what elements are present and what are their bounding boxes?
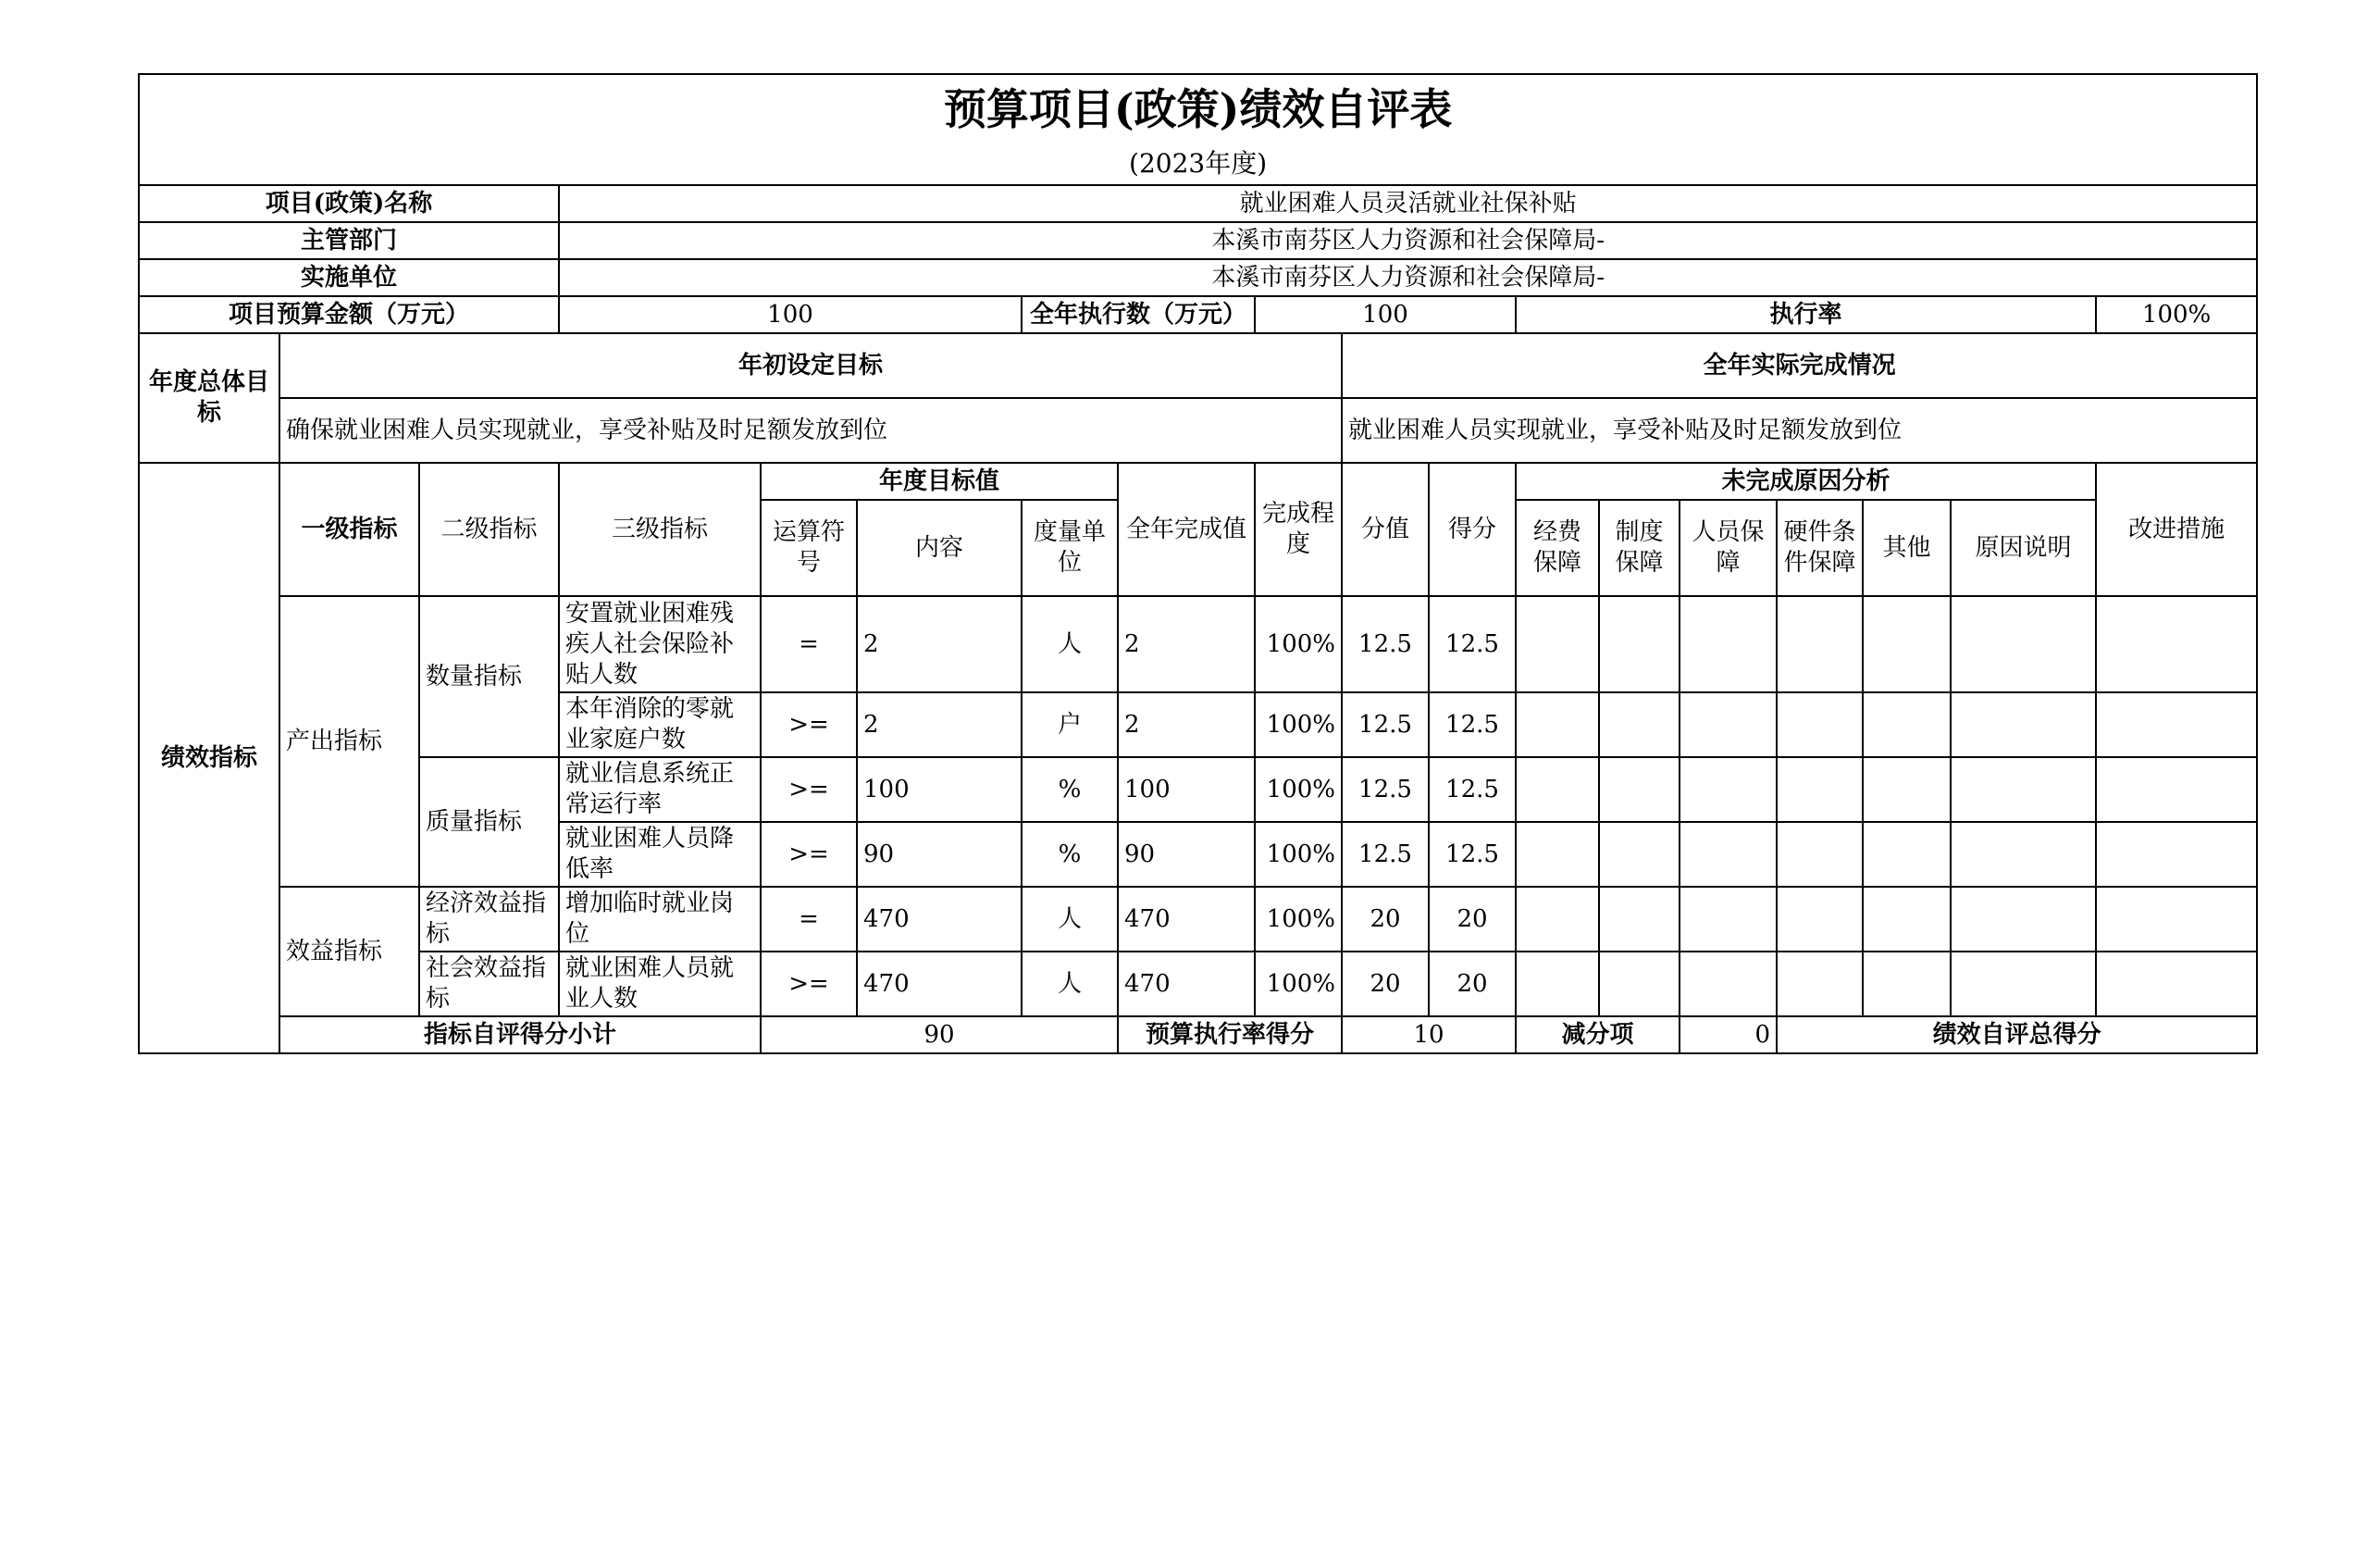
header-improve: 改进措施 [2096, 463, 2257, 596]
group-benefit: 效益指标 [279, 887, 419, 1016]
indicator-op: >= [761, 822, 857, 887]
goal-actual-header: 全年实际完成情况 [1342, 333, 2257, 398]
indicator-name: 就业困难人员降低率 [559, 822, 761, 887]
indicator-unit: 人 [1022, 596, 1118, 692]
group-social: 社会效益指标 [419, 952, 559, 1016]
deduct-value: 0 [1680, 1016, 1777, 1053]
goal-actual-text: 就业困难人员实现就业，享受补贴及时足额发放到位 [1342, 398, 2257, 463]
budget-score-label: 预算执行率得分 [1118, 1016, 1342, 1053]
header-r3: 人员保障 [1680, 500, 1777, 596]
table-row [139, 952, 2257, 1016]
header-level1: 一级指标 [279, 463, 419, 596]
indicator-op: >= [761, 952, 857, 1016]
indicator-degree: 100% [1255, 887, 1342, 952]
indicator-content: 2 [857, 596, 1022, 692]
indicator-name: 增加临时就业岗位 [559, 887, 761, 952]
indicator-score: 20 [1429, 887, 1516, 952]
header-level2: 二级指标 [419, 463, 559, 596]
indicator-name: 就业信息系统正常运行率 [559, 757, 761, 822]
deduct-label: 减分项 [1516, 1016, 1680, 1053]
indicator-degree: 100% [1255, 692, 1342, 757]
indicator-actual: 470 [1118, 952, 1255, 1016]
header-score: 得分 [1429, 463, 1516, 596]
group-quantity: 数量指标 [419, 596, 559, 757]
header-reason-group: 未完成原因分析 [1516, 463, 2096, 500]
table-row [139, 887, 2257, 952]
indicator-score: 12.5 [1429, 596, 1516, 692]
indicator-content: 470 [857, 887, 1022, 952]
indicator-degree: 100% [1255, 952, 1342, 1016]
indicator-value: 12.5 [1342, 692, 1429, 757]
exec-label: 全年执行数（万元） [1022, 296, 1255, 333]
annual-goal-label: 年度总体目标 [139, 333, 279, 463]
indicator-degree: 100% [1255, 596, 1342, 692]
budget-label: 项目预算金额（万元） [139, 296, 559, 333]
indicator-score: 12.5 [1429, 692, 1516, 757]
subtotal-label: 指标自评得分小计 [279, 1016, 761, 1053]
indicator-unit: % [1022, 822, 1118, 887]
indicator-content: 90 [857, 822, 1022, 887]
group-economic: 经济效益指标 [419, 887, 559, 952]
impl-value: 本溪市南芬区人力资源和社会保障局- [559, 259, 2257, 296]
indicator-value: 12.5 [1342, 822, 1429, 887]
header-degree: 完成程度 [1255, 463, 1342, 596]
impl-label: 实施单位 [139, 259, 559, 296]
indicator-actual: 2 [1118, 692, 1255, 757]
header-r2: 制度保障 [1599, 500, 1680, 596]
header-target-group: 年度目标值 [761, 463, 1118, 500]
rate-label: 执行率 [1516, 296, 2096, 333]
total-label: 绩效自评总得分 [1777, 1016, 2257, 1053]
header-r1: 经费保障 [1516, 500, 1599, 596]
indicator-actual: 470 [1118, 887, 1255, 952]
indicator-score: 12.5 [1429, 822, 1516, 887]
rate-value: 100% [2096, 296, 2257, 333]
table-row [139, 757, 2257, 822]
indicator-name: 安置就业困难残疾人社会保险补贴人数 [559, 596, 761, 692]
summary-row [139, 1016, 2257, 1053]
header-content: 内容 [857, 500, 1022, 596]
header-unit: 度量单位 [1022, 500, 1118, 596]
table-row [139, 596, 2257, 692]
indicator-op: >= [761, 692, 857, 757]
indicator-unit: % [1022, 757, 1118, 822]
indicator-unit: 人 [1022, 887, 1118, 952]
perf-indicator-label: 绩效指标 [139, 463, 279, 1053]
exec-value: 100 [1255, 296, 1516, 333]
indicator-actual: 90 [1118, 822, 1255, 887]
header-r4: 硬件条件保障 [1777, 500, 1863, 596]
indicator-content: 2 [857, 692, 1022, 757]
indicator-content: 470 [857, 952, 1022, 1016]
dept-value: 本溪市南芬区人力资源和社会保障局- [559, 222, 2257, 259]
page-title: 预算项目(政策)绩效自评表 [139, 74, 2257, 143]
goal-set-text: 确保就业困难人员实现就业，享受补贴及时足额发放到位 [279, 398, 1342, 463]
indicator-name: 就业困难人员就业人数 [559, 952, 761, 1016]
indicator-actual: 2 [1118, 596, 1255, 692]
header-r6: 原因说明 [1951, 500, 2096, 596]
header-op: 运算符号 [761, 500, 857, 596]
goal-set-header: 年初设定目标 [279, 333, 1342, 398]
indicator-score: 12.5 [1429, 757, 1516, 822]
group-quality: 质量指标 [419, 757, 559, 887]
budget-value: 100 [559, 296, 1022, 333]
project-name-value: 就业困难人员灵活就业社保补贴 [559, 185, 2257, 222]
self-evaluation-sheet [138, 73, 2256, 1054]
indicator-name: 本年消除的零就业家庭户数 [559, 692, 761, 757]
indicator-op: = [761, 596, 857, 692]
dept-label: 主管部门 [139, 222, 559, 259]
fiscal-year: (2023年度) [139, 143, 2257, 185]
indicator-score: 20 [1429, 952, 1516, 1016]
indicator-op: >= [761, 757, 857, 822]
subtotal-value: 90 [761, 1016, 1118, 1053]
indicator-content: 100 [857, 757, 1022, 822]
header-level3: 三级指标 [559, 463, 761, 596]
project-name-label: 项目(政策)名称 [139, 185, 559, 222]
budget-score-value: 10 [1342, 1016, 1516, 1053]
indicator-value: 20 [1342, 887, 1429, 952]
header-score-value: 分值 [1342, 463, 1429, 596]
header-r5: 其他 [1863, 500, 1951, 596]
group-output: 产出指标 [279, 596, 419, 887]
indicator-value: 12.5 [1342, 596, 1429, 692]
indicator-value: 12.5 [1342, 757, 1429, 822]
indicator-degree: 100% [1255, 757, 1342, 822]
indicator-actual: 100 [1118, 757, 1255, 822]
header-actual: 全年完成值 [1118, 463, 1255, 596]
indicator-unit: 户 [1022, 692, 1118, 757]
indicator-unit: 人 [1022, 952, 1118, 1016]
evaluation-table [138, 73, 2258, 1054]
indicator-value: 20 [1342, 952, 1429, 1016]
indicator-degree: 100% [1255, 822, 1342, 887]
indicator-op: = [761, 887, 857, 952]
